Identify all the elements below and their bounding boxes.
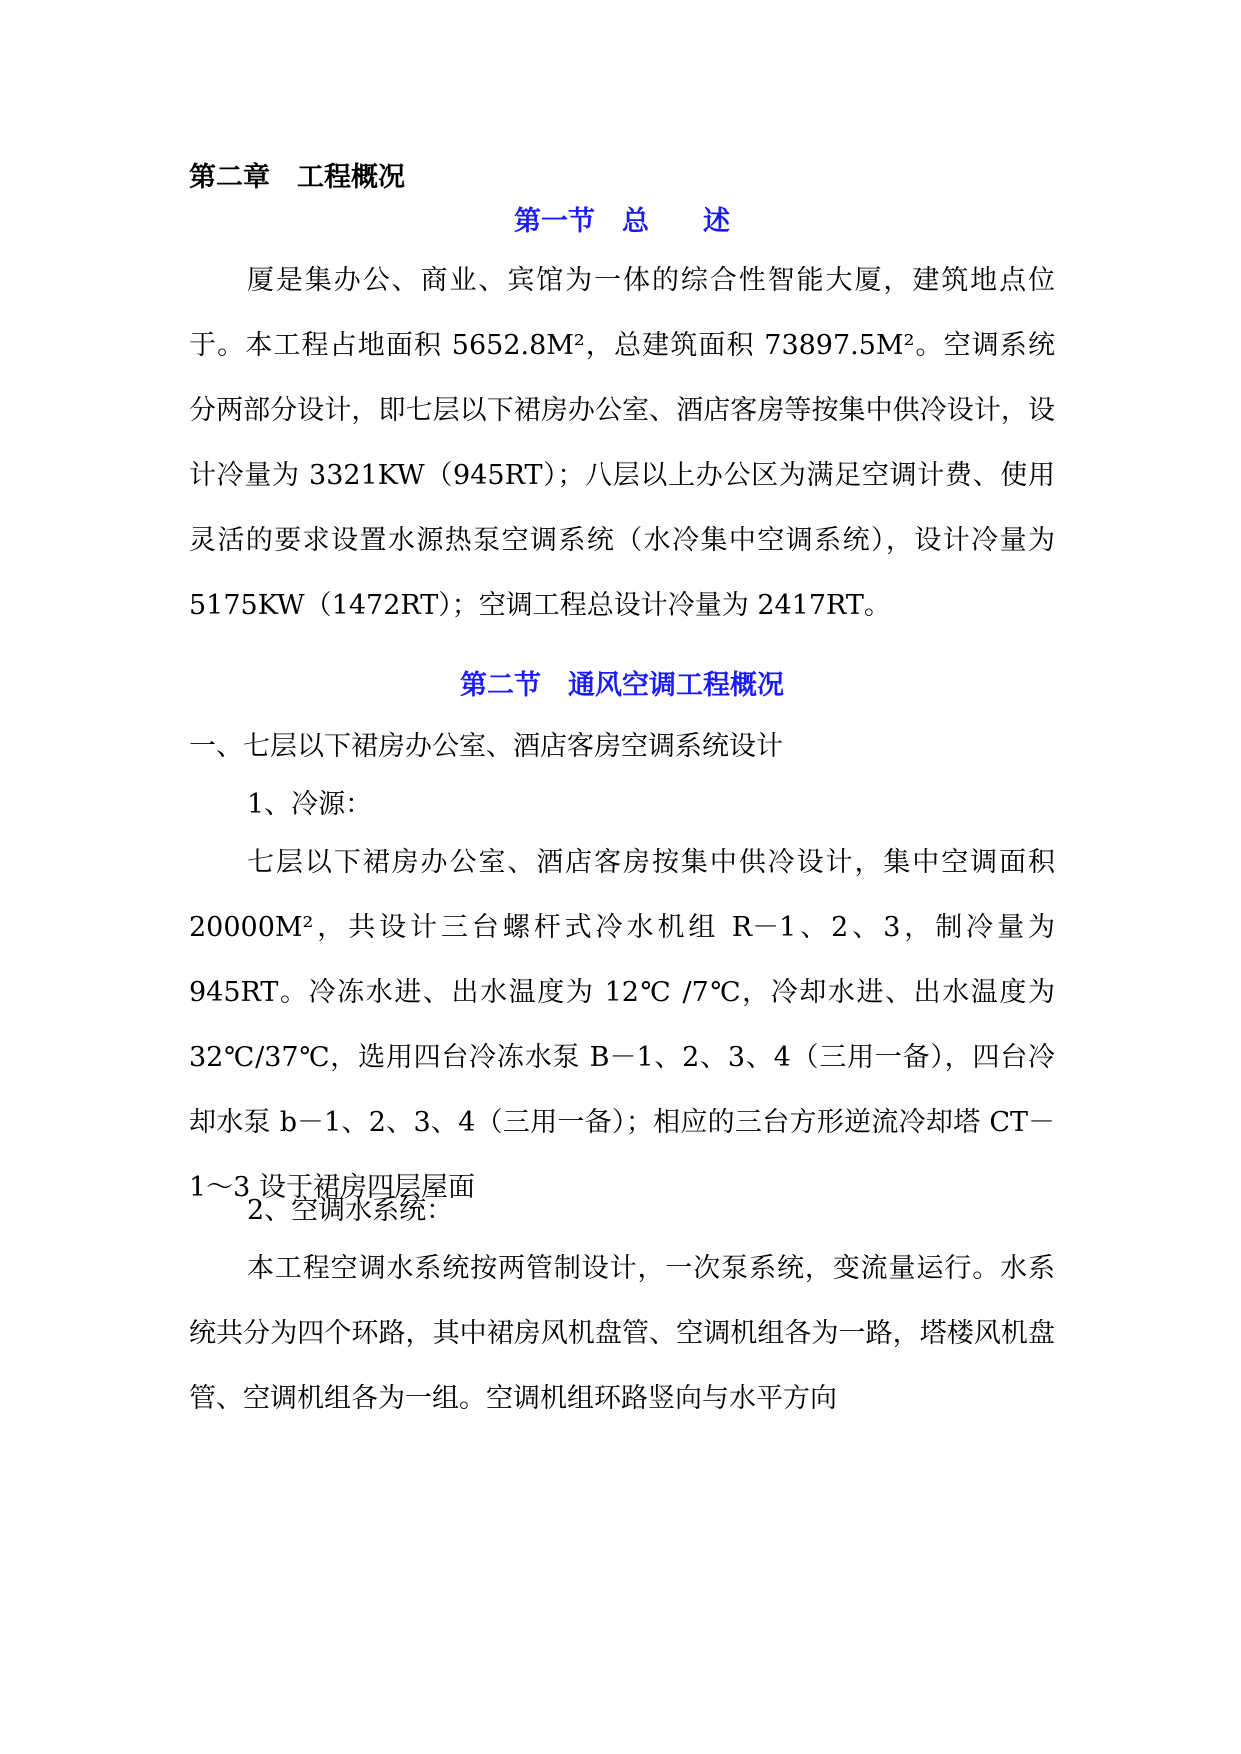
item-cold-source-title: 1、冷源： (247, 789, 373, 820)
overview-paragraph: 厦是集办公、商业、宾馆为一体的综合性智能大厦，建筑地点位于。本工程占地面积 5652.8M²，总建筑面积 73897.5M²。空调系统分两部分设计，即七层以下裙房办公室、酒店客房等按集中供冷设计，设计冷量为 3321KW（945RT）；八层以上办公区为满足空调计费、使用灵活的要求设置水源热泵空调系统（水冷集中空调系统），设计冷量为 5175KW（1472RT）；空调工程总设计冷量为 2417RT。 (189, 265, 1055, 621)
item-water-system-title: 2、空调水系统： (247, 1195, 454, 1226)
section-heading-hvac: 第二节 通风空调工程概况 (460, 670, 784, 701)
chapter-title: 第二章 工程概况 (189, 162, 405, 193)
cold-source-paragraph: 七层以下裙房办公室、酒店客房按集中供冷设计，集中空调面积 20000M²，共设计三台螺杆式冷水机组 R－1、2、3，制冷量为 945RT。冷冻水进、出水温度为 12℃ /7℃，冷却水进、出水温度为 32℃/37℃，选用四台冷冻水泵 B－1、2、3、4（三用一备），四台冷却水泵 b－1、2、3、4（三用一备）；相应的三台方形逆流冷却塔 CT－1～3 设于裙房四层屋面 (189, 847, 1055, 1203)
document-page (189, 0, 1055, 1754)
section-heading-overview: 第一节 总 述 (514, 206, 730, 237)
water-system-paragraph: 本工程空调水系统按两管制设计，一次泵系统，变流量运行。水系统共分为四个环路，其中裙房风机盘管、空调机组各为一路，塔楼风机盘管、空调机组各为一组。空调机组环路竖向与水平方向 (189, 1253, 1055, 1414)
part-one-title: 一、七层以下裙房办公室、酒店客房空调系统设计 (189, 731, 783, 762)
